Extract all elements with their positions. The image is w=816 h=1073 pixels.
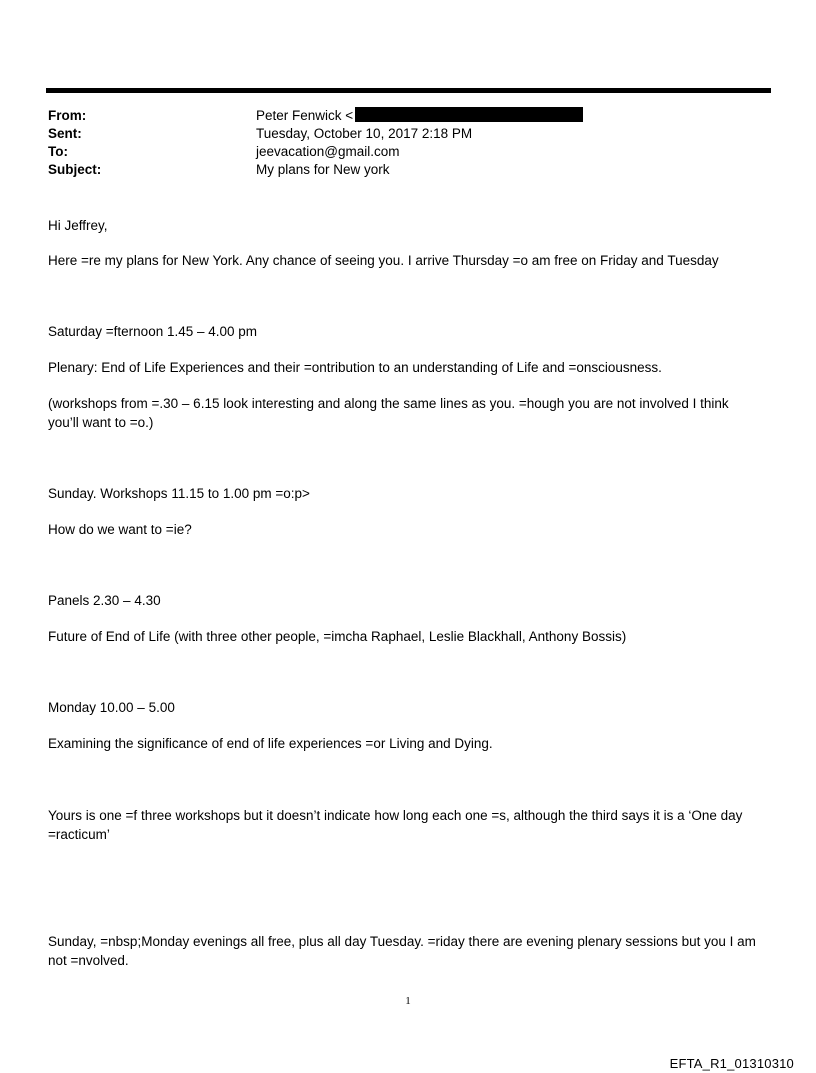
subject-value: My plans for New york bbox=[256, 162, 390, 177]
header-divider bbox=[46, 88, 771, 93]
body-paragraph-2: Saturday =fternoon 1.45 – 4.00 pm bbox=[48, 324, 258, 339]
body-paragraph-6: How do we want to =ie? bbox=[48, 522, 192, 537]
body-paragraph-3: Plenary: End of Life Experiences and their =ontribution to an understanding of Life and =onsciousness. bbox=[48, 360, 662, 375]
body-paragraph-8: Future of End of Life (with three other people, =imcha Raphael, Leslie Blackhall, Anthony Bossis) bbox=[48, 629, 627, 644]
to-value: jeevacation@gmail.com bbox=[256, 144, 400, 159]
document-id: EFTA_R1_01310310 bbox=[669, 1056, 794, 1071]
greeting: Hi Jeffrey, bbox=[48, 218, 108, 233]
sent-label: Sent: bbox=[48, 126, 82, 141]
body-paragraph-11: Yours is one =f three workshops but it doesn’t indicate how long each one =s, although the third says it is a ‘One day =racticum’ bbox=[48, 808, 743, 842]
to-label: To: bbox=[48, 144, 68, 159]
body-paragraph-9: Monday 10.00 – 5.00 bbox=[48, 700, 175, 715]
page-number: 1 bbox=[405, 995, 411, 1007]
sent-value: Tuesday, October 10, 2017 2:18 PM bbox=[256, 126, 473, 141]
body-paragraph-10: Examining the significance of end of life experiences =or Living and Dying. bbox=[48, 736, 493, 751]
sender-name: Peter Fenwick < bbox=[256, 108, 354, 123]
body-paragraph-1: Here =re my plans for New York. Any chance of seeing you. I arrive Thursday =o am free on Friday and Tuesday bbox=[48, 253, 719, 268]
redaction-bar bbox=[355, 107, 583, 122]
from-label: From: bbox=[48, 108, 87, 123]
body-paragraph-7: Panels 2.30 – 4.30 bbox=[48, 593, 161, 608]
body-paragraph-4: (workshops from =.30 – 6.15 look interesting and along the same lines as you. =hough you are not involved I think you’ll want to =o.) bbox=[48, 396, 729, 430]
body-paragraph-5: Sunday. Workshops 11.15 to 1.00 pm =o:p> bbox=[48, 486, 310, 501]
subject-label: Subject: bbox=[48, 162, 102, 177]
from-value bbox=[256, 107, 583, 125]
body-paragraph-12: Sunday, =nbsp;Monday evenings all free, plus all day Tuesday. =riday there are evening plenary sessions but you I am not =nvolved. bbox=[48, 934, 756, 968]
